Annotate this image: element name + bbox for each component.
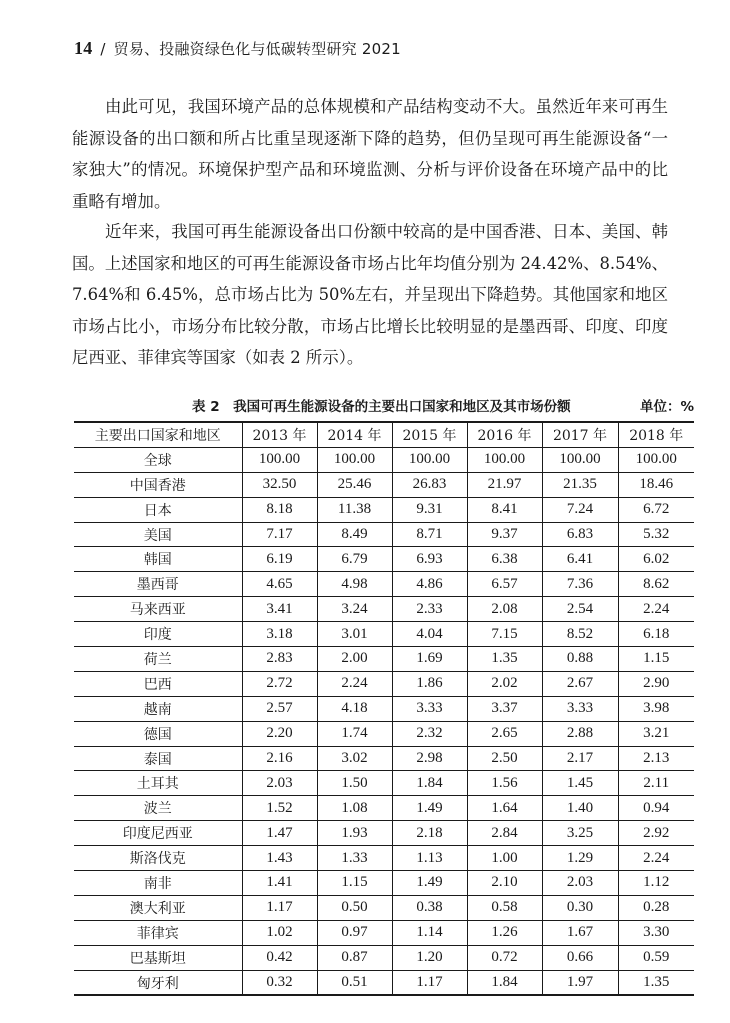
- region-cell: 巴基斯坦: [74, 945, 242, 970]
- share-cell: 1.93: [317, 821, 392, 846]
- region-cell: 荷兰: [74, 647, 242, 672]
- column-header-year: 2016 年: [467, 422, 542, 447]
- share-cell: 3.37: [467, 696, 542, 721]
- share-cell: 3.33: [392, 696, 467, 721]
- share-cell: 18.46: [618, 472, 694, 497]
- share-cell: 3.41: [242, 597, 317, 622]
- share-cell: 1.14: [392, 920, 467, 945]
- share-cell: 2.33: [392, 597, 467, 622]
- share-cell: 1.35: [618, 970, 694, 995]
- share-cell: 2.88: [542, 721, 618, 746]
- table-header-row: [74, 422, 694, 447]
- share-cell: 7.15: [467, 622, 542, 647]
- region-cell: 匈牙利: [74, 970, 242, 995]
- table-row: [74, 771, 694, 796]
- share-cell: 26.83: [392, 472, 467, 497]
- share-cell: 1.56: [467, 771, 542, 796]
- share-cell: 1.43: [242, 846, 317, 871]
- share-cell: 2.24: [618, 597, 694, 622]
- share-cell: 1.00: [467, 846, 542, 871]
- share-cell: 1.20: [392, 945, 467, 970]
- table-row: [74, 945, 694, 970]
- paragraph-1: 由此可见，我国环境产品的总体规模和产品结构变动不大。虽然近年来可再生能源设备的出口额和所占比重呈现逐渐下降的趋势，但仍呈现可再生能源设备“一家独大”的情况。环境保护型产品和环境监测、分析与评价设备在环境产品中的比重略有增加。: [72, 97, 668, 211]
- share-cell: 6.18: [618, 622, 694, 647]
- share-cell: 6.19: [242, 547, 317, 572]
- share-cell: 0.87: [317, 945, 392, 970]
- share-cell: 2.72: [242, 671, 317, 696]
- share-cell: 6.72: [618, 497, 694, 522]
- share-cell: 1.86: [392, 671, 467, 696]
- share-cell: 2.17: [542, 746, 618, 771]
- region-cell: 泰国: [74, 746, 242, 771]
- share-cell: 1.67: [542, 920, 618, 945]
- share-cell: 0.72: [467, 945, 542, 970]
- share-cell: 1.84: [392, 771, 467, 796]
- region-cell: 巴西: [74, 671, 242, 696]
- region-cell: 中国香港: [74, 472, 242, 497]
- share-cell: 1.69: [392, 647, 467, 672]
- region-cell: 印度: [74, 622, 242, 647]
- share-cell: 6.02: [618, 547, 694, 572]
- share-cell: 1.40: [542, 796, 618, 821]
- share-cell: 5.32: [618, 522, 694, 547]
- share-cell: 1.84: [467, 970, 542, 995]
- share-cell: 9.31: [392, 497, 467, 522]
- share-cell: 3.25: [542, 821, 618, 846]
- share-cell: 0.30: [542, 895, 618, 920]
- table-row: [74, 522, 694, 547]
- share-cell: 3.01: [317, 622, 392, 647]
- share-cell: 7.17: [242, 522, 317, 547]
- share-cell: 2.00: [317, 647, 392, 672]
- share-cell: 2.57: [242, 696, 317, 721]
- table-row: [74, 920, 694, 945]
- share-cell: 8.71: [392, 522, 467, 547]
- region-cell: 土耳其: [74, 771, 242, 796]
- share-cell: 100.00: [317, 447, 392, 472]
- table-row: [74, 721, 694, 746]
- header-separator: /: [100, 40, 106, 58]
- share-cell: 3.21: [618, 721, 694, 746]
- share-cell: 4.18: [317, 696, 392, 721]
- share-cell: 7.36: [542, 572, 618, 597]
- share-cell: 0.94: [618, 796, 694, 821]
- table-row: [74, 671, 694, 696]
- share-cell: 1.02: [242, 920, 317, 945]
- share-cell: 1.17: [392, 970, 467, 995]
- share-cell: 0.59: [618, 945, 694, 970]
- share-cell: 100.00: [392, 447, 467, 472]
- share-cell: 0.32: [242, 970, 317, 995]
- region-cell: 日本: [74, 497, 242, 522]
- table-row: [74, 846, 694, 871]
- share-cell: 1.15: [317, 871, 392, 896]
- share-cell: 2.16: [242, 746, 317, 771]
- share-cell: 2.84: [467, 821, 542, 846]
- column-header-year: 2017 年: [542, 422, 618, 447]
- table-row: [74, 447, 694, 472]
- share-cell: 1.35: [467, 647, 542, 672]
- region-cell: 韩国: [74, 547, 242, 572]
- region-cell: 波兰: [74, 796, 242, 821]
- share-cell: 32.50: [242, 472, 317, 497]
- share-cell: 4.98: [317, 572, 392, 597]
- region-cell: 德国: [74, 721, 242, 746]
- share-cell: 1.74: [317, 721, 392, 746]
- region-cell: 菲律宾: [74, 920, 242, 945]
- table-row: [74, 597, 694, 622]
- share-cell: 2.90: [618, 671, 694, 696]
- column-header-year: 2018 年: [618, 422, 694, 447]
- share-cell: 1.15: [618, 647, 694, 672]
- share-cell: 1.08: [317, 796, 392, 821]
- region-cell: 澳大利亚: [74, 895, 242, 920]
- table-row: [74, 622, 694, 647]
- column-header-year: 2013 年: [242, 422, 317, 447]
- share-cell: 9.37: [467, 522, 542, 547]
- share-cell: 2.32: [392, 721, 467, 746]
- table-row: [74, 871, 694, 896]
- share-cell: 2.13: [618, 746, 694, 771]
- share-cell: 6.83: [542, 522, 618, 547]
- share-cell: 2.83: [242, 647, 317, 672]
- share-cell: 4.86: [392, 572, 467, 597]
- share-cell: 2.67: [542, 671, 618, 696]
- share-cell: 1.97: [542, 970, 618, 995]
- share-cell: 3.24: [317, 597, 392, 622]
- paragraph-2: 近年来，我国可再生能源设备出口份额中较高的是中国香港、日本、美国、韩国。上述国家和地区的可再生能源设备市场占比年均值分别为 24.42%、8.54%、7.64%和 6.45%，总市场占比为 50%左右，并呈现出下降趋势。其他国家和地区市场占比小，市场分布比较分散，市场占比增长比较明显的是墨西哥、印度、印度尼西亚、菲律宾等国家（如表 2 所示）。: [72, 222, 668, 367]
- share-cell: 1.47: [242, 821, 317, 846]
- share-cell: 1.64: [467, 796, 542, 821]
- column-header-year: 2014 年: [317, 422, 392, 447]
- table-row: [74, 746, 694, 771]
- share-cell: 4.65: [242, 572, 317, 597]
- table-row: [74, 572, 694, 597]
- column-header-year: 2015 年: [392, 422, 467, 447]
- share-cell: 8.62: [618, 572, 694, 597]
- share-cell: 1.45: [542, 771, 618, 796]
- share-cell: 0.28: [618, 895, 694, 920]
- share-cell: 6.41: [542, 547, 618, 572]
- table-title: 表 2 我国可再生能源设备的主要出口国家和地区及其市场份额: [192, 399, 571, 415]
- share-cell: 0.42: [242, 945, 317, 970]
- table-row: [74, 497, 694, 522]
- share-cell: 8.41: [467, 497, 542, 522]
- share-cell: 25.46: [317, 472, 392, 497]
- share-cell: 1.49: [392, 871, 467, 896]
- share-cell: 1.49: [392, 796, 467, 821]
- region-cell: 南非: [74, 871, 242, 896]
- share-cell: 1.41: [242, 871, 317, 896]
- table-row: [74, 821, 694, 846]
- share-cell: 2.24: [317, 671, 392, 696]
- table-row: [74, 970, 694, 995]
- share-cell: 8.18: [242, 497, 317, 522]
- region-cell: 墨西哥: [74, 572, 242, 597]
- share-cell: 100.00: [618, 447, 694, 472]
- share-cell: 1.26: [467, 920, 542, 945]
- share-cell: 1.13: [392, 846, 467, 871]
- share-cell: 11.38: [317, 497, 392, 522]
- share-cell: 0.38: [392, 895, 467, 920]
- book-title: 贸易、投融资绿色化与低碳转型研究 2021: [113, 40, 401, 58]
- share-cell: 1.17: [242, 895, 317, 920]
- column-header-region: 主要出口国家和地区: [74, 422, 242, 447]
- share-cell: 0.58: [467, 895, 542, 920]
- share-cell: 8.49: [317, 522, 392, 547]
- share-cell: 100.00: [242, 447, 317, 472]
- region-cell: 斯洛伐克: [74, 846, 242, 871]
- share-cell: 2.98: [392, 746, 467, 771]
- share-cell: 2.11: [618, 771, 694, 796]
- region-cell: 美国: [74, 522, 242, 547]
- share-cell: 1.50: [317, 771, 392, 796]
- share-cell: 6.38: [467, 547, 542, 572]
- table-row: [74, 796, 694, 821]
- share-cell: 2.65: [467, 721, 542, 746]
- table-row: [74, 895, 694, 920]
- share-cell: 3.02: [317, 746, 392, 771]
- page-number: 14: [74, 38, 93, 58]
- share-cell: 2.02: [467, 671, 542, 696]
- share-cell: 6.93: [392, 547, 467, 572]
- share-cell: 100.00: [542, 447, 618, 472]
- share-cell: 1.12: [618, 871, 694, 896]
- share-cell: 3.33: [542, 696, 618, 721]
- region-cell: 印度尼西亚: [74, 821, 242, 846]
- table-row: [74, 472, 694, 497]
- share-cell: 2.54: [542, 597, 618, 622]
- share-cell: 2.24: [618, 846, 694, 871]
- region-cell: 马来西亚: [74, 597, 242, 622]
- share-cell: 2.03: [242, 771, 317, 796]
- share-cell: 1.33: [317, 846, 392, 871]
- share-cell: 4.04: [392, 622, 467, 647]
- table-row: [74, 547, 694, 572]
- table-unit: 单位：%: [639, 399, 694, 415]
- share-cell: 100.00: [467, 447, 542, 472]
- region-cell: 全球: [74, 447, 242, 472]
- share-cell: 2.20: [242, 721, 317, 746]
- share-cell: 7.24: [542, 497, 618, 522]
- share-cell: 2.92: [618, 821, 694, 846]
- running-header: [74, 38, 401, 59]
- share-cell: 0.51: [317, 970, 392, 995]
- region-cell: 越南: [74, 696, 242, 721]
- share-cell: 1.29: [542, 846, 618, 871]
- share-cell: 21.35: [542, 472, 618, 497]
- share-cell: 3.98: [618, 696, 694, 721]
- share-cell: 2.10: [467, 871, 542, 896]
- share-cell: 0.66: [542, 945, 618, 970]
- share-cell: 21.97: [467, 472, 542, 497]
- share-cell: 1.52: [242, 796, 317, 821]
- share-cell: 2.50: [467, 746, 542, 771]
- share-cell: 8.52: [542, 622, 618, 647]
- share-cell: 6.79: [317, 547, 392, 572]
- table-row: [74, 647, 694, 672]
- share-cell: 0.50: [317, 895, 392, 920]
- table-row: [74, 696, 694, 721]
- share-cell: 0.88: [542, 647, 618, 672]
- table-body: [74, 447, 694, 995]
- share-cell: 6.57: [467, 572, 542, 597]
- share-cell: 2.03: [542, 871, 618, 896]
- share-cell: 3.30: [618, 920, 694, 945]
- share-cell: 2.18: [392, 821, 467, 846]
- share-cell: 2.08: [467, 597, 542, 622]
- share-cell: 0.97: [317, 920, 392, 945]
- market-share-table: [74, 421, 694, 996]
- share-cell: 3.18: [242, 622, 317, 647]
